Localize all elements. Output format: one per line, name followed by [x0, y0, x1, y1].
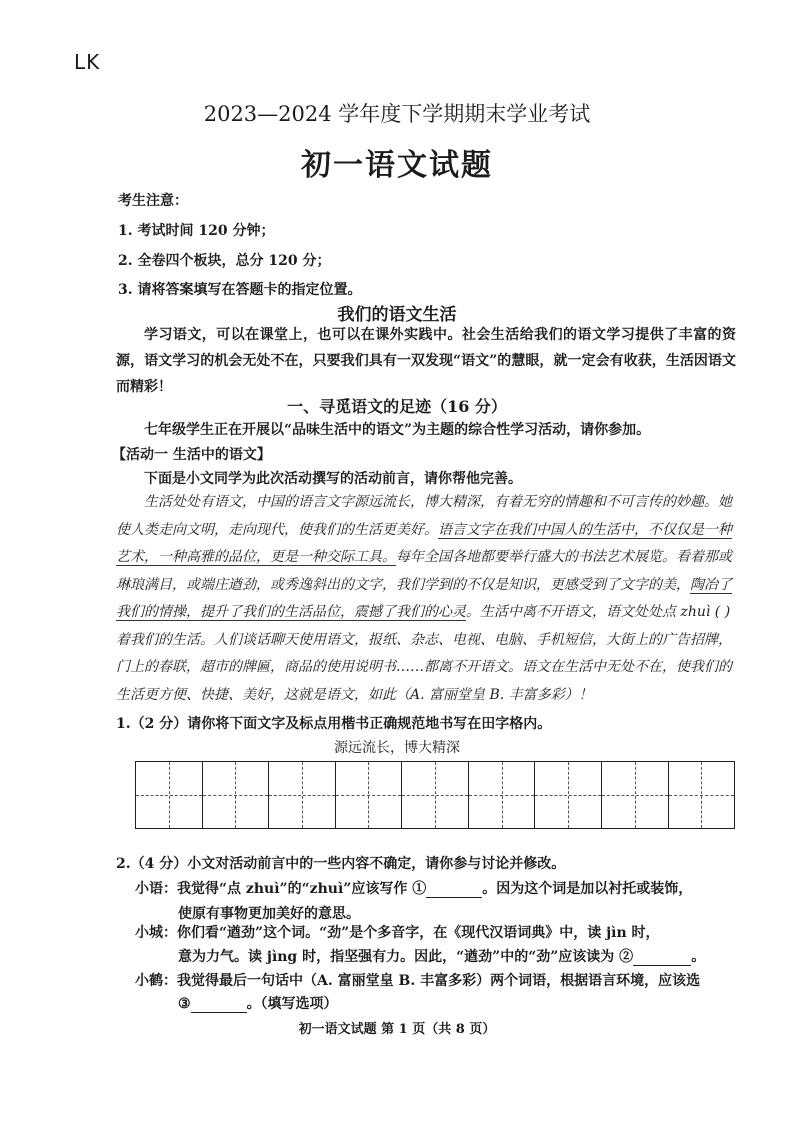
xiaoyu-line-1: 小语：我觉得“点 zhuì”的“zhuì”应该写作 ① 。因为这个词是加以衬托或装饰， [135, 881, 693, 897]
section-heading: 我们的语文生活 [337, 305, 457, 325]
activity1-title: 【活动一 生活中的语文】 [112, 447, 271, 463]
notice-item-2: 2. 全卷四个板块，总分 120 分； [118, 253, 331, 269]
xiaocheng-line-2: 意为力气。读 jìng 时，指坚强有力。因此，“遒劲”中的“劲”应该读为 ② 。 [178, 949, 706, 965]
question-1-prompt: 1.（2 分）请你将下面文字及标点用楷书正确规范地书写在田字格内。 [116, 716, 552, 732]
grid-cell[interactable] [469, 762, 536, 828]
passage-part-2: 每年全国各地都要举行盛大的书法艺术展览。看着那或琳琅满目，或端庄遒劲，或秀逸斜出的文字，我们学到的不仅是知识，更感受到了文字的美， [116, 549, 732, 593]
grid-cell[interactable] [669, 762, 735, 828]
underlined-sentence-1: 语言文字在我们中国人的生活中，不仅仅是一种艺术，一种高雅的品位，更是一种交际工具。 [116, 521, 732, 565]
passage-part-1: 生活处处有语文，中国的语言文字源远流长，博大精深，有着无穷的情趣和不可言传的妙趣。她使人类走向文明，走向现代，使我们的生活更美好。 [116, 494, 732, 538]
notice-heading: 考生注意： [118, 193, 188, 209]
corner-mark: LK [74, 50, 101, 74]
notice-item-1: 1. 考试时间 120 分钟； [118, 223, 275, 239]
paper-title: 初一语文试题 [301, 148, 493, 183]
grid-cell[interactable] [269, 762, 336, 828]
grid-cell[interactable] [336, 762, 403, 828]
question-2-prompt: 2.（4 分）小文对活动前言中的一些内容不确定，请你参与讨论并修改。 [116, 856, 566, 872]
grid-cell[interactable] [602, 762, 669, 828]
activity1-desc: 下面是小文同学为此次活动撰写的活动前言，请你帮他完善。 [144, 471, 522, 487]
speaker-xiaohe: 小鹤： [135, 973, 177, 989]
grid-cell[interactable] [136, 762, 203, 828]
underlined-sentence-2: 陶冶了我们的情操，提升了我们的生活品位，震撼了我们的心灵 [116, 576, 732, 620]
notice-item-3: 3. 请将答案填写在答题卡的指定位置。 [118, 282, 362, 298]
grid-cell[interactable] [203, 762, 270, 828]
copy-text: 源远流长，博大精深 [334, 740, 460, 756]
speaker-xiaoyu: 小语： [135, 881, 177, 897]
part1-intro: 七年级学生正在开展以“品味生活中的语文”为主题的综合性学习活动，请你参加。 [144, 422, 651, 438]
xiaocheng-line-1: 小城：你们看“遒劲”这个词。“劲”是个多音字，在《现代汉语词典》中，读 jìn 时， [135, 925, 660, 941]
grid-cell[interactable] [535, 762, 602, 828]
exam-title: 2023—2024 学年度下学期期末学业考试 [203, 102, 591, 126]
answer-blank-3[interactable] [191, 996, 247, 1013]
answer-blank-2[interactable] [633, 949, 691, 966]
tianzige-writing-grid[interactable] [135, 761, 735, 829]
xiaohe-line-2: ③ 。（填写选项） [178, 996, 338, 1012]
passage-part-3: 。生活中离不开语文，语文处处点 zhuì ( ) 着我们的生活。人们谈话聊天使用语文，报纸、杂志、电视、电脑、手机短信，大街上的广告招牌，门上的春联，超市的牌匾，商品的使用说明书……都离不开语文。语文在生活中无处不在，使我们的生活更方便、快捷、美好，这就是语文，如此（A. 富丽堂皇 B. 丰富多彩）！ [116, 604, 732, 703]
page-footer: 初一语文试题 第 1 页（共 8 页） [298, 1022, 496, 1037]
grid-cell[interactable] [402, 762, 469, 828]
xiaohe-line-1: 小鹤：我觉得最后一句话中（A. 富丽堂皇 B. 丰富多彩）两个词语，根据语言环境，应该选 [135, 973, 701, 989]
intro-paragraph: 学习语文，可以在课堂上，也可以在课外实践中。社会生活给我们的语文学习提供了丰富的资源，语文学习的机会无处不在，只要我们具有一双发现“语文”的慧眼，就一定会有收获，生活因语文而精彩！ [116, 327, 736, 395]
speaker-xiaocheng: 小城： [135, 925, 177, 941]
answer-blank-1[interactable] [426, 881, 482, 898]
activity-preface-passage [116, 489, 736, 709]
xiaoyu-line-2: 使原有事物更加美好的意思。 [178, 906, 360, 922]
part1-title: 一、寻觅语文的足迹（16 分） [287, 397, 507, 416]
